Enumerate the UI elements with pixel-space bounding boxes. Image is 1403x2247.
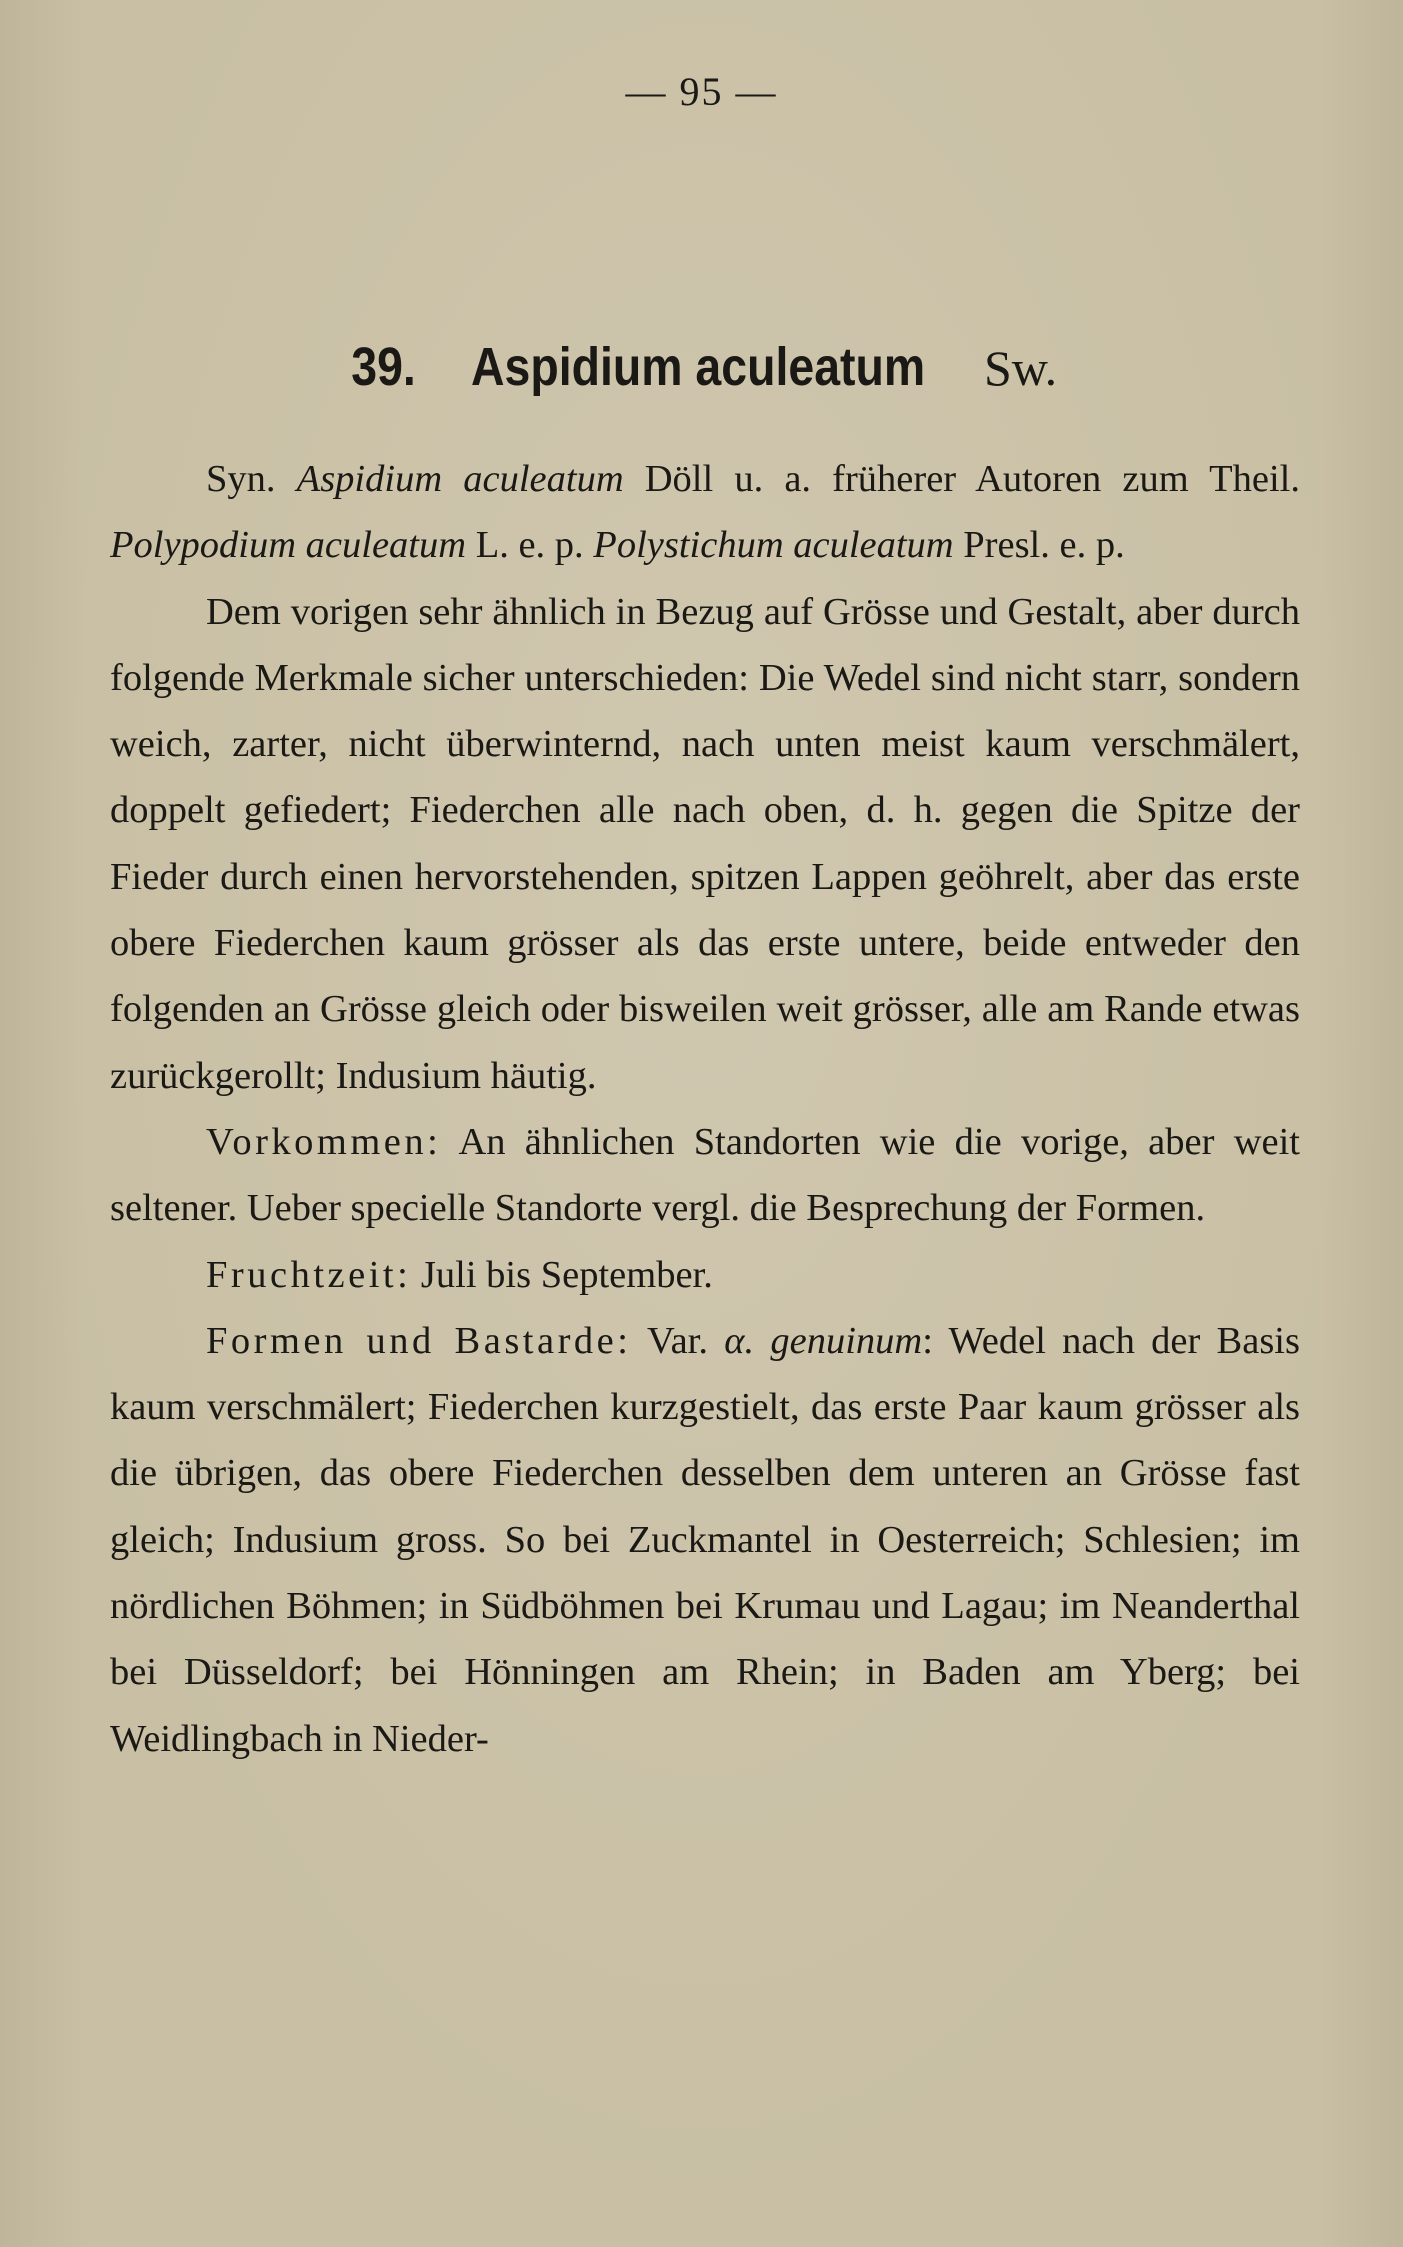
synonym-name-2: Polypodium aculeatum — [110, 524, 467, 567]
description-paragraph: Dem vorigen sehr ähnlich in Bezug auf Grösse und Gestalt, aber durch folgende Merkmale sicher unterschieden: Die Wedel sind nicht starr, sondern weich, zarter, nicht überwinternd, nach unten meist kaum verschmälert, doppelt gefiedert; Fiederchen alle nach oben, d. h. gegen die Spitze der Fieder durch einen hervorstehenden, spitzen Lappen geöhrelt, aber das erste obere Fiederchen kaum grösser als das erste untere, beide entweder den folgenden an Grösse gleich oder bisweilen weit grösser, alle am Rande etwas zurückgerollt; Indusium häutig. — [110, 590, 1300, 1097]
synonym-text-1: Döll u. a. früherer Autoren zum Theil. — [644, 458, 1300, 500]
species-number: 39. — [351, 337, 416, 397]
variety-alpha: α. — [724, 1319, 755, 1362]
synonyms-paragraph — [110, 446, 1300, 579]
variety-name: genuinum — [770, 1319, 923, 1362]
vorkommen-label: Vorkommen: — [206, 1120, 442, 1163]
synonym-name-1: Aspidium aculeatum — [296, 458, 624, 500]
fruchtzeit-text: Juli bis September. — [420, 1253, 713, 1296]
body-text — [110, 446, 1300, 1772]
synonym-text-2: L. e. p. — [475, 524, 584, 567]
synonym-text-3: Presl. e. p. — [963, 524, 1125, 567]
vorkommen-paragraph — [110, 1109, 1300, 1242]
page-number: — 95 — — [625, 69, 778, 114]
species-author: Sw. — [984, 340, 1058, 396]
variety-prefix: Var. — [647, 1319, 708, 1362]
species-heading — [0, 336, 1403, 398]
formen-paragraph: Formen und Bastarde: Var. α. genuinum: Wedel nach der Basis kaum verschmälert; Fiederchen kurzgestielt, das erste Paar kaum grösser als die übrigen, das obere Fiederchen desselben dem unteren an Grösse fast gleich; Indusium gross. So bei Zuckmantel in Oesterreich; Schlesien; im nördlichen Böhmen; in Südböhmen bei Krumau und Lagau; im Neanderthal bei Düsseldorf; bei Hönningen am Rhein; in Baden am Yberg; bei Weidlingbach in Nieder- — [110, 1319, 1300, 1760]
species-name: Aspidium aculeatum — [471, 337, 926, 397]
fruchtzeit-paragraph — [110, 1242, 1300, 1308]
formen-text: Wedel nach der Basis kaum verschmälert; Fiederchen kurzgestielt, das erste Paar kaum grösser als die übrigen, das obere Fiederchen desselben dem unteren an Grösse fast gleich; Indusium gross. So bei Zuckmantel in Oesterreich; Schlesien; im nördlichen Böhmen; in Südböhmen bei Krumau und Lagau; im Neanderthal bei Düsseldorf; bei Hönningen am Rhein; in Baden am Yberg; bei Weidlingbach in Nieder- — [110, 1319, 1300, 1760]
vorkommen-text: An ähnlichen Standorten wie die vorige, aber weit seltener. Ueber specielle Standorte vergl. die Besprechung der Formen. — [110, 1120, 1300, 1230]
fruchtzeit-label: Fruchtzeit: — [206, 1253, 412, 1296]
synonym-name-3: Polystichum aculeatum — [593, 524, 954, 567]
formen-label: Formen und Bastarde: — [206, 1319, 632, 1362]
synonyms-label: Syn. — [206, 458, 276, 500]
